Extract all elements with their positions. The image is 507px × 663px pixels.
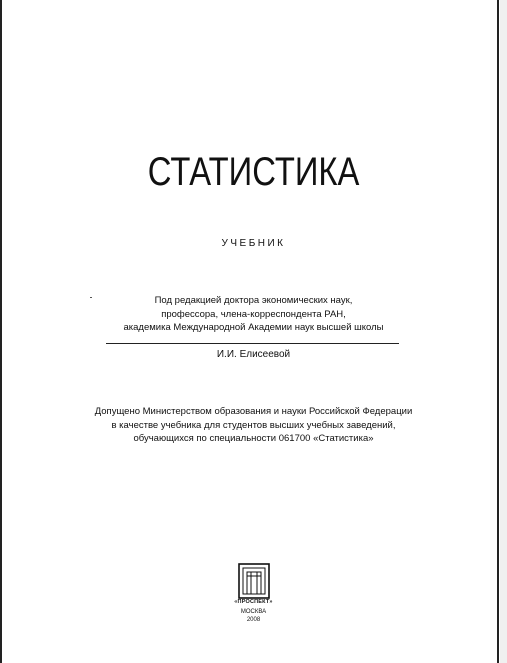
book-subtitle: УЧЕБНИК bbox=[221, 238, 286, 249]
editor-credentials-line: профессора, члена-корреспондента РАН, bbox=[161, 308, 346, 320]
prospekt-logo-icon bbox=[238, 563, 270, 599]
editor-name: И.И. Елисеевой bbox=[216, 349, 291, 360]
approval-statement bbox=[0, 405, 507, 446]
approval-line: обучающихся по специальности 061700 «Статистика» bbox=[133, 433, 374, 444]
approval-line: в качестве учебника для студентов высших учебных заведений, bbox=[111, 419, 396, 431]
divider bbox=[106, 343, 399, 344]
publication-year: 2008 bbox=[246, 617, 261, 623]
publisher-city: МОСКВА bbox=[240, 609, 267, 615]
editor-credentials-line: Под редакцией доктора экономических наук, bbox=[154, 295, 353, 306]
book-title: СТАТИСТИКА bbox=[147, 150, 360, 194]
approval-line: Допущено Министерством образования и науки Российской Федерации bbox=[94, 406, 413, 417]
publisher-name: «ПРОСПЕКТ» bbox=[234, 599, 273, 605]
editor-credentials-line: академика Международной Академии наук высшей школы bbox=[123, 322, 384, 333]
editor-credentials bbox=[0, 294, 507, 335]
